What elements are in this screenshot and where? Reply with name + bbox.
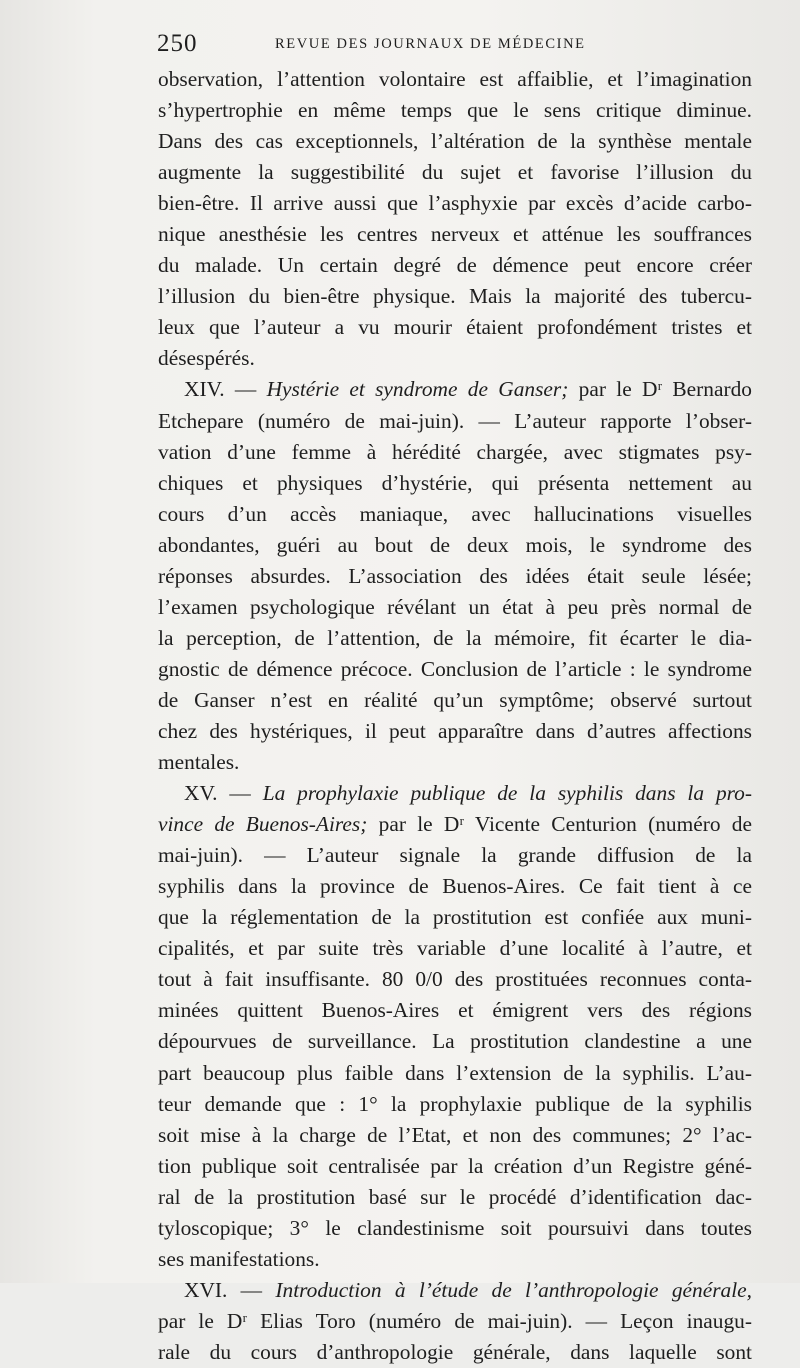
running-head (157, 30, 752, 60)
italic-title-text: Hystérie et syndrome de Ganser; (266, 377, 569, 402)
text-line (158, 623, 752, 654)
line-text: tyloscopique; 3° le clandestinisme soit poursuivi dans toutes (158, 1215, 752, 1240)
line-text: augmente la suggestibilité du sujet et favorise l’illusion du (158, 160, 752, 185)
text-line (158, 374, 752, 405)
line-text: l’examen psychologique révélant un état à peu près normal de (158, 594, 752, 619)
text-line (158, 1213, 752, 1244)
line-text: cipalités, et par suite très variable d’une localité à l’autre, et (158, 936, 752, 961)
line-text: minées quittent Buenos-Aires et émigrent vers des régions (158, 998, 752, 1023)
line-text: que la réglementation de la prostitution est confiée aux muni- (158, 905, 752, 930)
text-line (158, 685, 752, 716)
line-text: par le Dʳ Elias Toro (numéro de mai-juin). — Leçon inaugu- (158, 1308, 752, 1333)
line-text: XIV. — (184, 377, 267, 402)
text-line (158, 1337, 752, 1368)
text-line (158, 499, 752, 530)
text-line (158, 964, 752, 995)
line-text: rale du cours d’anthropologie générale, dans laquelle sont (158, 1339, 752, 1364)
line-text: part beaucoup plus faible dans l’extension de la syphilis. L’au- (158, 1060, 752, 1085)
line-text: tout à fait insuffisante. 80 0/0 des prostituées reconnues conta- (158, 967, 752, 992)
line-text: gnostic de démence précoce. Conclusion de l’article : le syndrome (158, 656, 752, 681)
text-line (158, 219, 752, 250)
line-text: teur demande que : 1° la prophylaxie publique de la syphilis (158, 1091, 752, 1116)
line-text: bien-être. Il arrive aussi que l’asphyxie par excès d’acide carbo- (158, 191, 752, 216)
text-line (158, 1026, 752, 1057)
line-text: syphilis dans la province de Buenos-Aires. Ce fait tient à ce (158, 874, 752, 899)
text-line (158, 281, 752, 312)
line-text: par le Dʳ Bernardo (568, 377, 752, 402)
text-line (158, 437, 752, 468)
line-text: XVI. — (184, 1277, 276, 1302)
line-text: par le Dʳ Vicente Centurion (numéro de (367, 812, 752, 837)
line-text: leux que l’auteur a vu mourir étaient profondément tristes et (158, 315, 752, 340)
text-line (158, 468, 752, 499)
text-line (158, 933, 752, 964)
line-text: observation, l’attention volontaire est affaiblie, et l’imagination (158, 67, 752, 91)
line-text: de Ganser n’est en réalité qu’un symptôme; observé surtout (158, 687, 752, 712)
text-line (158, 840, 752, 871)
line-text: mentales. (158, 750, 240, 775)
line-text: s’hypertrophie en même temps que le sens critique diminue. (158, 98, 752, 123)
italic-title-text: La prophylaxie publique de la syphilis dans la pro- (262, 781, 753, 806)
page-number: 250 (157, 30, 198, 57)
line-text: l’illusion du bien-être physique. Mais la majorité des tubercu- (158, 284, 752, 309)
text-line (158, 1151, 752, 1182)
text-line (158, 188, 752, 219)
line-text: chez des hystériques, il peut apparaître dans d’autres affections (158, 718, 752, 743)
text-line (158, 406, 752, 437)
line-text: désespérés. (158, 346, 255, 371)
text-line (158, 592, 752, 623)
article-body (158, 64, 752, 1368)
line-text: ral de la prostitution basé sur le procédé d’identification dac- (158, 1184, 752, 1209)
text-line (158, 1306, 752, 1337)
line-text: chiques et physiques d’hystérie, qui présenta nettement au (158, 470, 752, 495)
text-line (158, 95, 752, 126)
text-line (158, 871, 752, 902)
line-text: dépourvues de surveillance. La prostitution clandestine a une (158, 1029, 752, 1054)
line-text: ses manifestations. (158, 1246, 320, 1271)
text-line (158, 1089, 752, 1120)
text-line (158, 716, 752, 747)
line-text: XV. — (184, 781, 263, 806)
italic-title-text: Introduction à l’étude de l’anthropologie générale, (275, 1277, 752, 1302)
text-line (158, 902, 752, 933)
text-line (158, 561, 752, 592)
text-line (158, 126, 752, 157)
line-text: mai-juin). — L’auteur signale la grande diffusion de la (158, 843, 752, 868)
line-text: abondantes, guéri au bout de deux mois, le syndrome des (158, 532, 752, 557)
text-line (158, 1058, 752, 1089)
line-text: Dans des cas exceptionnels, l’altération de la synthèse mentale (158, 129, 752, 154)
text-line (158, 1244, 752, 1275)
text-line (158, 1182, 752, 1213)
text-line (158, 64, 752, 95)
text-line (158, 1120, 752, 1151)
text-line (158, 995, 752, 1026)
text-line (158, 312, 752, 343)
journal-title: REVUE DES JOURNAUX DE MÉDECINE (275, 36, 586, 52)
line-text: soit mise à la charge de l’Etat, et non des communes; 2° l’ac- (158, 1122, 752, 1147)
text-line (158, 343, 752, 374)
text-line (158, 809, 752, 840)
line-text: du malade. Un certain degré de démence peut encore créer (158, 253, 752, 278)
line-text: Etchepare (numéro de mai-juin). — L’auteur rapporte l’obser- (158, 408, 752, 433)
line-text: tion publique soit centralisée par la création d’un Registre géné- (158, 1153, 752, 1178)
text-line (158, 778, 752, 809)
text-line (158, 157, 752, 188)
text-line (158, 1275, 752, 1306)
text-line (158, 530, 752, 561)
line-text: cours d’un accès maniaque, avec hallucinations visuelles (158, 501, 752, 526)
line-text: réponses absurdes. L’association des idées était seule lésée; (158, 563, 752, 588)
line-text: nique anesthésie les centres nerveux et atténue les souffrances (158, 222, 752, 247)
text-line (158, 747, 752, 778)
line-text: la perception, de l’attention, de la mémoire, fit écarter le dia- (158, 625, 752, 650)
italic-title-text: vince de Buenos-Aires; (158, 812, 368, 837)
text-line (158, 250, 752, 281)
text-line (158, 654, 752, 685)
line-text: vation d’une femme à hérédité chargée, avec stigmates psy- (158, 439, 752, 464)
